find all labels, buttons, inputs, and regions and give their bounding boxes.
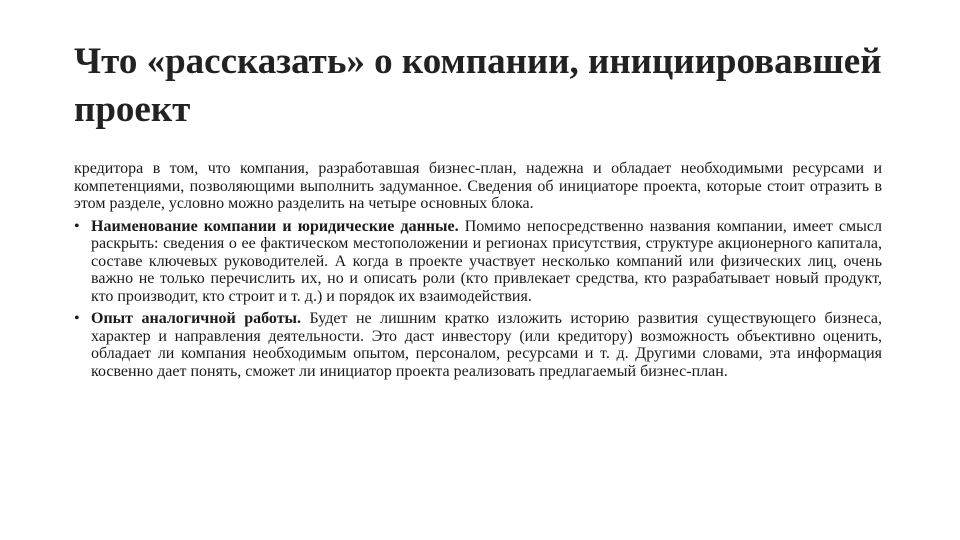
bullet-item-experience xyxy=(74,310,882,380)
slide-title: Что «рассказать» о компании, инициировавшей проект xyxy=(74,41,882,130)
bullet-heading: Опыт аналогичной работы. xyxy=(91,310,302,327)
bullet-list xyxy=(74,218,882,381)
bullet-icon: • xyxy=(74,217,80,235)
bullet-text: Помимо непосредственно названия компании, имеет смысл раскрыть: сведения о ее фактическом местоположении и регионах присутствия, структуре акционерного капитала, составе ключевых руководителей. А когда в проекте участвует несколько компаний или физических лиц, очень важно не только перечислить их, но и описать роли (кто привлекает средства, кто разрабатывает новый продукт, кто производит, кто строит и т. д.) и порядок их взаимодействия. xyxy=(91,217,882,305)
bullet-text: Будет не лишним кратко изложить историю развития существующего бизнеса, характер и направления деятельности. Это даст инвестору (или кредитору) возможность объективно оценить, обладает ли компания необходимым опытом, персоналом, ресурсами и т. д. Другими словами, эта информация косвенно дает понять, сможет ли инициатор проекта реализовать предлагаемый бизнес-план. xyxy=(91,310,882,380)
bullet-icon: • xyxy=(74,310,80,327)
bullet-item-company-name xyxy=(74,218,882,306)
intro-paragraph: кредитора в том, что компания, разработавшая бизнес-план, надежна и обладает необходимыми ресурсами и компетенциями, позволяющими выполнить задуманное. Сведения об инициаторе проекта, которые стоит отразить в этом разделе, условно можно разделить на четыре основных блока. xyxy=(74,160,882,212)
bullet-heading: Наименование компании и юридические данные. xyxy=(91,217,459,235)
slide-body xyxy=(74,160,882,385)
